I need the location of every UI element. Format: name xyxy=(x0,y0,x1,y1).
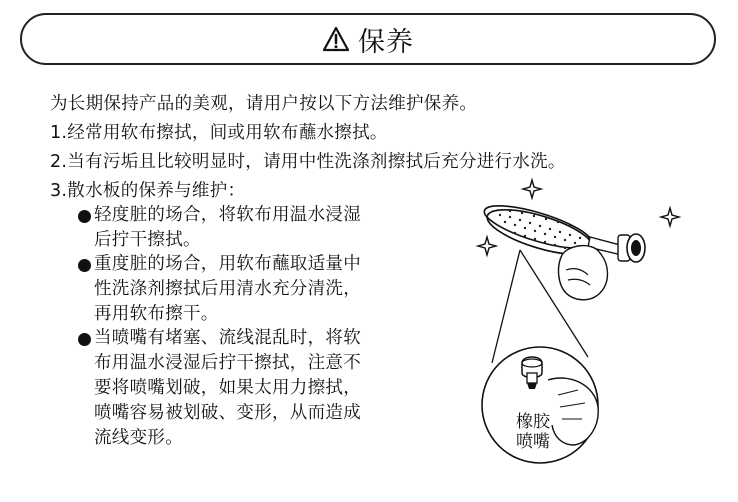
bullet-dot xyxy=(78,333,91,346)
hand-icon xyxy=(559,246,608,300)
list-item-1: 1.经常用软布擦拭，间或用软布蘸水擦拭。 xyxy=(50,123,388,143)
sparkle-icon xyxy=(478,180,679,255)
list-item-2: 2.当有污垢且比较明显时，请用中性洗涤剂擦拭后充分进行水洗。 xyxy=(50,152,566,172)
illustration-label-line-2: 喷嘴 xyxy=(516,432,550,452)
bullet-2-line-2: 性洗涤剂擦拭后用清水充分清洗， xyxy=(94,279,361,299)
bullet-3-line-3: 要将喷嘴划破，如果太用力擦拭， xyxy=(94,378,361,398)
section-title: 保养 xyxy=(358,26,414,58)
bullet-3-line-2: 布用温水浸湿后拧干擦拭，注意不 xyxy=(94,353,361,373)
warning-triangle-icon xyxy=(322,26,350,52)
bullet-1-line-2: 后拧干擦拭。 xyxy=(94,230,201,250)
section-header xyxy=(20,13,716,65)
bullet-3-line-5: 流线变形。 xyxy=(94,428,183,448)
bullet-dot xyxy=(78,210,91,223)
bullet-1-line-1: 轻度脏的场合，将软布用温水浸湿 xyxy=(94,205,361,225)
bullet-2-line-3: 再用软布擦干。 xyxy=(94,304,219,324)
bullet-3-line-1: 当喷嘴有堵塞、流线混乱时，将软 xyxy=(94,328,361,348)
bullet-dot xyxy=(78,259,91,272)
list-item-3: 3.散水板的保养与维护： xyxy=(50,181,246,201)
illustration-label-line-1: 橡胶 xyxy=(516,412,550,432)
intro-text: 为长期保持产品的美观，请用户按以下方法维护保养。 xyxy=(50,94,478,114)
bullet-2-line-1: 重度脏的场合，用软布蘸取适量中 xyxy=(94,254,361,274)
showerhead-cleaning-illustration xyxy=(470,175,735,495)
bullet-3-line-4: 喷嘴容易被划破、变形，从而造成 xyxy=(94,403,361,423)
